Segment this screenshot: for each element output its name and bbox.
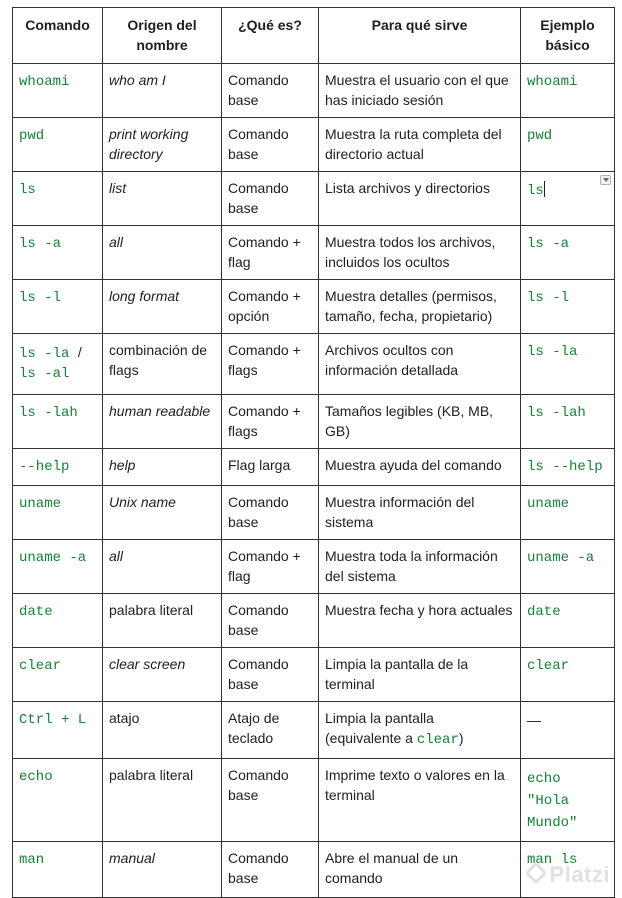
cell-dropdown-icon[interactable] (600, 175, 611, 185)
command-cell[interactable]: uname -a (13, 540, 103, 594)
example-cell-active[interactable] (521, 172, 615, 226)
type-cell[interactable]: Comando + flag (222, 226, 319, 280)
example-dash: — (527, 712, 541, 728)
command-cell[interactable]: echo (13, 759, 103, 842)
origin-cell[interactable]: clear screen (103, 648, 222, 702)
command-cell[interactable]: Ctrl + L (13, 702, 103, 759)
origin-cell[interactable]: print working directory (103, 118, 222, 172)
header-command: Comando (13, 8, 103, 64)
type-cell[interactable]: Comando base (222, 648, 319, 702)
command-cell[interactable]: man (13, 842, 103, 898)
origin-cell[interactable]: combinación de flags (103, 334, 222, 395)
purpose-cell[interactable]: Muestra ayuda del comando (319, 449, 521, 486)
header-row (13, 8, 615, 64)
purpose-text-end: ) (458, 729, 464, 746)
table-row (13, 172, 615, 226)
command-cell[interactable]: pwd (13, 118, 103, 172)
origin-cell[interactable]: palabra literal (103, 594, 222, 648)
purpose-cell[interactable]: Lista archivos y directorios (319, 172, 521, 226)
table-row (13, 449, 615, 486)
table-row (13, 395, 615, 449)
purpose-cell[interactable]: Imprime texto o valores en la terminal (319, 759, 521, 842)
text-cursor (544, 181, 545, 197)
header-example: Ejemplo básico (521, 8, 615, 64)
header-type: ¿Qué es? (222, 8, 319, 64)
purpose-cell[interactable]: Tamaños legibles (KB, MB, GB) (319, 395, 521, 449)
origin-cell[interactable]: list (103, 172, 222, 226)
type-cell[interactable]: Comando + flags (222, 395, 319, 449)
purpose-inline-code: clear (416, 731, 459, 748)
command-cell[interactable]: uname (13, 486, 103, 540)
example-cell[interactable]: uname -a (521, 540, 615, 594)
purpose-cell[interactable]: Muestra todos los archivos, incluidos los ocultos (319, 226, 521, 280)
example-cell[interactable]: clear (521, 648, 615, 702)
purpose-cell[interactable]: Archivos ocultos con información detallada (319, 334, 521, 395)
table-row (13, 540, 615, 594)
type-cell[interactable]: Flag larga (222, 449, 319, 486)
type-cell[interactable]: Comando base (222, 172, 319, 226)
table-row (13, 648, 615, 702)
platzi-logo-icon (524, 862, 547, 885)
example-cell[interactable]: ls -la (521, 334, 615, 395)
table-row (13, 118, 615, 172)
table-row (13, 702, 615, 759)
command-cell[interactable]: date (13, 594, 103, 648)
example-cell[interactable]: ls -l (521, 280, 615, 334)
example-cell[interactable]: uname (521, 486, 615, 540)
command-cell[interactable] (13, 334, 103, 395)
purpose-cell[interactable]: Muestra la ruta completa del directorio actual (319, 118, 521, 172)
example-cell[interactable]: ls -lah (521, 395, 615, 449)
example-cell[interactable] (521, 702, 615, 759)
example-cell[interactable]: whoami (521, 64, 615, 118)
type-cell[interactable]: Comando + flag (222, 540, 319, 594)
command-cell[interactable]: whoami (13, 64, 103, 118)
table-row (13, 486, 615, 540)
purpose-cell[interactable]: Limpia la pantalla de la terminal (319, 648, 521, 702)
example-cell[interactable]: pwd (521, 118, 615, 172)
origin-cell[interactable]: all (103, 540, 222, 594)
command-cell[interactable]: clear (13, 648, 103, 702)
command-b: ls -al (19, 365, 70, 382)
purpose-cell[interactable]: Muestra información del sistema (319, 486, 521, 540)
origin-cell[interactable]: human readable (103, 395, 222, 449)
origin-cell[interactable]: Unix name (103, 486, 222, 540)
type-cell[interactable]: Comando base (222, 759, 319, 842)
purpose-cell[interactable]: Muestra el usuario con el que has iniciado sesión (319, 64, 521, 118)
origin-cell[interactable]: palabra literal (103, 759, 222, 842)
table-row (13, 280, 615, 334)
purpose-cell[interactable]: Muestra detalles (permisos, tamaño, fecha, propietario) (319, 280, 521, 334)
example-cell[interactable]: ls --help (521, 449, 615, 486)
origin-cell[interactable]: long format (103, 280, 222, 334)
command-cell[interactable]: --help (13, 449, 103, 486)
purpose-cell[interactable]: Muestra toda la información del sistema (319, 540, 521, 594)
example-cell[interactable]: man ls (521, 842, 615, 898)
table-row (13, 334, 615, 395)
example-cell[interactable]: echo "Hola Mundo" (521, 759, 615, 842)
purpose-cell[interactable]: Abre el manual de un comando (319, 842, 521, 898)
header-purpose: Para qué sirve (319, 8, 521, 64)
command-cell[interactable]: ls -lah (13, 395, 103, 449)
type-cell[interactable]: Comando base (222, 842, 319, 898)
type-cell[interactable]: Comando base (222, 594, 319, 648)
type-cell[interactable]: Comando base (222, 118, 319, 172)
table-row (13, 64, 615, 118)
command-a: ls -la (19, 346, 70, 362)
origin-cell[interactable]: help (103, 449, 222, 486)
table-row (13, 759, 615, 842)
type-cell[interactable]: Comando base (222, 64, 319, 118)
purpose-cell[interactable] (319, 702, 521, 759)
watermark-text: Platzi (549, 862, 610, 887)
origin-cell[interactable]: who am I (103, 64, 222, 118)
purpose-text: Limpia la pantalla (equivalente a (325, 710, 434, 746)
type-cell[interactable]: Comando base (222, 486, 319, 540)
type-cell[interactable]: Comando + flags (222, 334, 319, 395)
type-cell[interactable]: Comando + opción (222, 280, 319, 334)
example-cell[interactable]: date (521, 594, 615, 648)
command-cell[interactable]: ls (13, 172, 103, 226)
commands-table (12, 7, 615, 898)
table-row (13, 226, 615, 280)
origin-cell[interactable]: atajo (103, 702, 222, 759)
example-cell[interactable]: ls -a (521, 226, 615, 280)
purpose-cell[interactable]: Muestra fecha y hora actuales (319, 594, 521, 648)
table-row (13, 842, 615, 898)
command-cell[interactable]: ls -a (13, 226, 103, 280)
command-separator: / (77, 344, 82, 360)
command-cell[interactable]: ls -l (13, 280, 103, 334)
origin-cell[interactable]: manual (103, 842, 222, 898)
type-cell[interactable]: Atajo de teclado (222, 702, 319, 759)
origin-cell[interactable]: all (103, 226, 222, 280)
example-text: ls (527, 183, 544, 199)
header-origin: Origen del nombre (103, 8, 222, 64)
platzi-watermark (528, 862, 610, 888)
table-row (13, 594, 615, 648)
